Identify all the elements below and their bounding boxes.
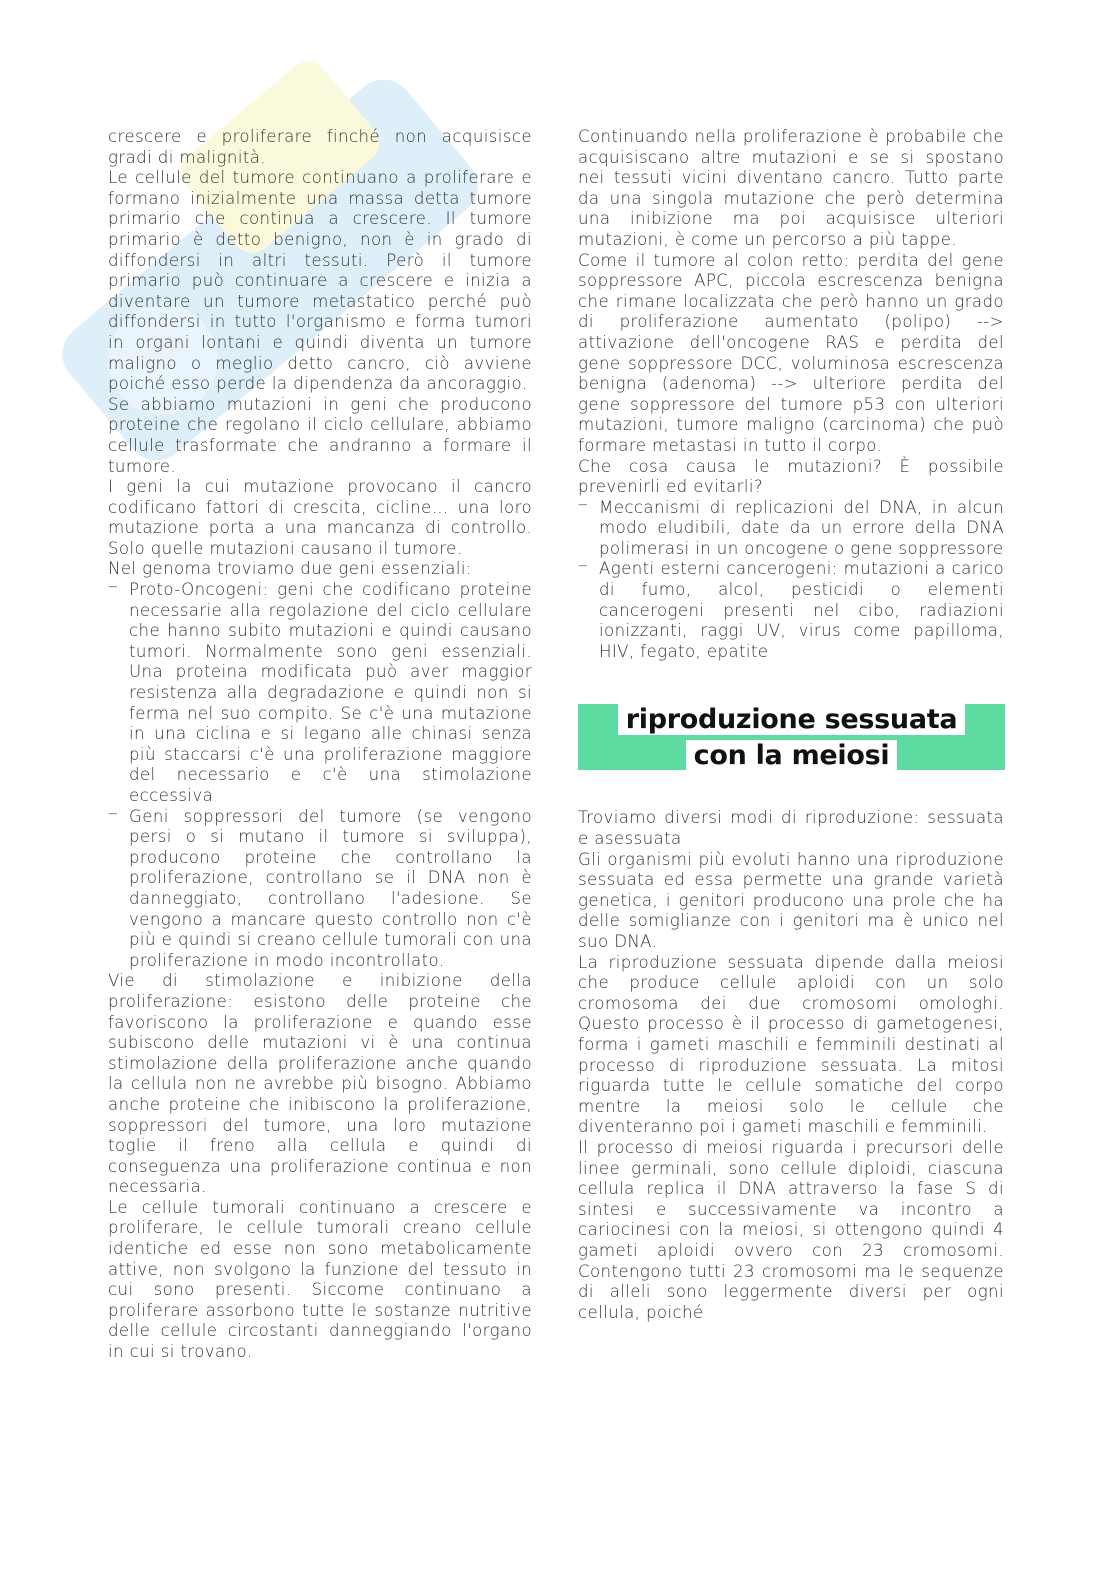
paragraph: Il processo di meiosi riguarda i precursori delle linee germinali, sono cellule diploidi, ciascuna cellula replica il DNA attraverso la fase S di sintesi e successivamente va incontro a cariocinesi con la meiosi, si ottengono quindi 4 gameti aploidi ovvero con 23 cromosomi. Contengono tutti 23 cromosomi ma le sequenze di alleli sono leggermente diversi per ogni cellula, poiché	[578, 1137, 1004, 1322]
gene-list	[108, 580, 532, 971]
paragraph: Come il tumore al colon retto: perdita del gene soppressore APC, piccola escrescenza benigna che rimane localizzata che però hanno un grado di proliferazione aumentato (polipo) --> attivazione dell'oncogene RAS e perdita del gene soppressore DCC, voluminosa escrescenza benigna (adenoma) --> ulteriore perdita del gene soppressore del tumore p53 con ulteriori mutazioni, tumore maligno (carcinoma) che può formare metastasi in tutto il corpo.	[578, 250, 1004, 455]
paragraph: Nel genoma troviamo due geni essenziali:	[108, 559, 472, 579]
section-heading	[578, 702, 1005, 770]
paragraph: crescere e proliferare finché non acquisisce gradi di malignità.	[108, 127, 532, 167]
list-item: ‒ Agenti esterni cancerogeni: mutazioni a carico di fumo, alcol, pesticidi o elementi cancerogeni presenti nel cibo, radiazioni ionizzanti, raggi UV, virus come papilloma, HIV, fegato, epatite	[578, 559, 1004, 662]
heading-title	[578, 702, 1005, 774]
paragraph: Le cellule del tumore continuano a proliferare e formano inizialmente una massa detta tumore primario che continua a crescere. Il tumore primario è detto benigno, non è in grado di diffondersi in altri tessuti. Però il tumore primario può continuare a crescere e inizia a diventare un tumore metastatico perché può diffondersi in tutto l'organismo e forma tumori in organi lontani e quindi diventa un tumore maligno o meglio detto cancro, ciò avviene poiché esso perde la dipendenza da ancoraggio.	[108, 168, 532, 394]
paragraph: Continuando nella proliferazione è probabile che acquisiscano altre mutazioni e se si spostano nei tessuti vicini diventano cancro. Tutto parte da una singola mutazione che però determina una inibizione ma poi acquisisce ulteriori mutazioni, è come un percorso a più tappe.	[578, 127, 1004, 249]
paragraph: Se abbiamo mutazioni in geni che producono proteine che regolano il ciclo cellulare, abbiamo cellule trasformate che andranno a formare il tumore.	[108, 394, 532, 476]
paragraph: Vie di stimolazione e inibizione della proliferazione: esistono delle proteine che favoriscono la proliferazione e quando esse subiscono delle mutazioni vi è una continua stimolazione della proliferazione anche quando la cellula non ne avrebbe più bisogno. Abbiamo anche proteine che inibiscono la proliferazione, soppressori del tumore, una loro mutazione toglie il freno alla cellula e quindi di conseguenza una proliferazione continua e non necessaria.	[108, 971, 532, 1197]
paragraph: Gli organismi più evoluti hanno una riproduzione sessuata ed essa permette una grande varietà genetica, i genitori producono una prole che ha delle somiglianze con i genitori ma è unico nel suo DNA.	[578, 849, 1004, 951]
list-item: ‒ Meccanismi di replicazioni del DNA, in alcun modo eludibili, date da un errore della DNA polimerasi in un oncogene o gene soppressore	[578, 498, 1004, 560]
paragraph: Che cosa causa le mutazioni? È possibile prevenirli ed evitarli?	[578, 456, 1004, 497]
paragraph: La riproduzione sessuata dipende dalla meiosi che produce cellule aploidi con un solo cromosoma dei due cromosomi omologhi. Questo processo è il processo di gametogenesi, forma i gameti maschili e femminili destinati al processo di riproduzione sessuata. La mitosi riguarda tutte le cellule somatiche del corpo mentre la meiosi solo le cellule che diventeranno poi i gameti maschili e femminili.	[578, 952, 1004, 1137]
heading-line-2: con la meiosi	[686, 740, 898, 771]
cause-list	[578, 498, 1004, 663]
left-column	[108, 127, 532, 1363]
paragraph: Troviamo diversi modi di riproduzione: sessuata e asessuata	[578, 808, 1004, 849]
paragraph: Le cellule tumorali continuano a crescere e proliferare, le cellule tumorali creano cellule identiche ed esse non sono metabolicamente attive, non svolgono la funzione del tessuto in cui sono presenti. Siccome continuano a proliferare assorbono tutte le sostanze nutritive delle cellule circostanti danneggiando l'organo in cui si trovano.	[108, 1197, 532, 1362]
list-item: ‒ Proto-Oncogeni: geni che codificano proteine necessarie alla regolazione del ciclo cellulare che hanno subito mutazioni e quindi causano tumori. Normalmente sono geni essenziali. Una proteina modificata può aver maggior resistenza alla degradazione e quindi non si ferma nel suo compito. Se c'è una mutazione in una ciclina e si legano alle chinasi senza più staccarsi c'è una proliferazione maggiore del necessario e c'è una stimolazione eccessiva	[108, 580, 532, 807]
heading-line-1: riproduzione sessuata	[618, 704, 966, 735]
paragraph: I geni la cui mutazione provocano il cancro codificano fattori di crescita, cicline… una loro mutazione porta a una mancanza di controllo. Solo quelle mutazioni causano il tumore.	[108, 477, 532, 558]
list-item: ‒ Geni soppressori del tumore (se vengono persi o si mutano il tumore si sviluppa), producono proteine che controllano la proliferazione, controllano se il DNA non è danneggiato, controllano l'adesione. Se vengono a mancare questo controllo non c'è più e quindi si creano cellule tumorali con una proliferazione in modo incontrollato.	[108, 807, 532, 972]
right-column	[578, 127, 1004, 1323]
